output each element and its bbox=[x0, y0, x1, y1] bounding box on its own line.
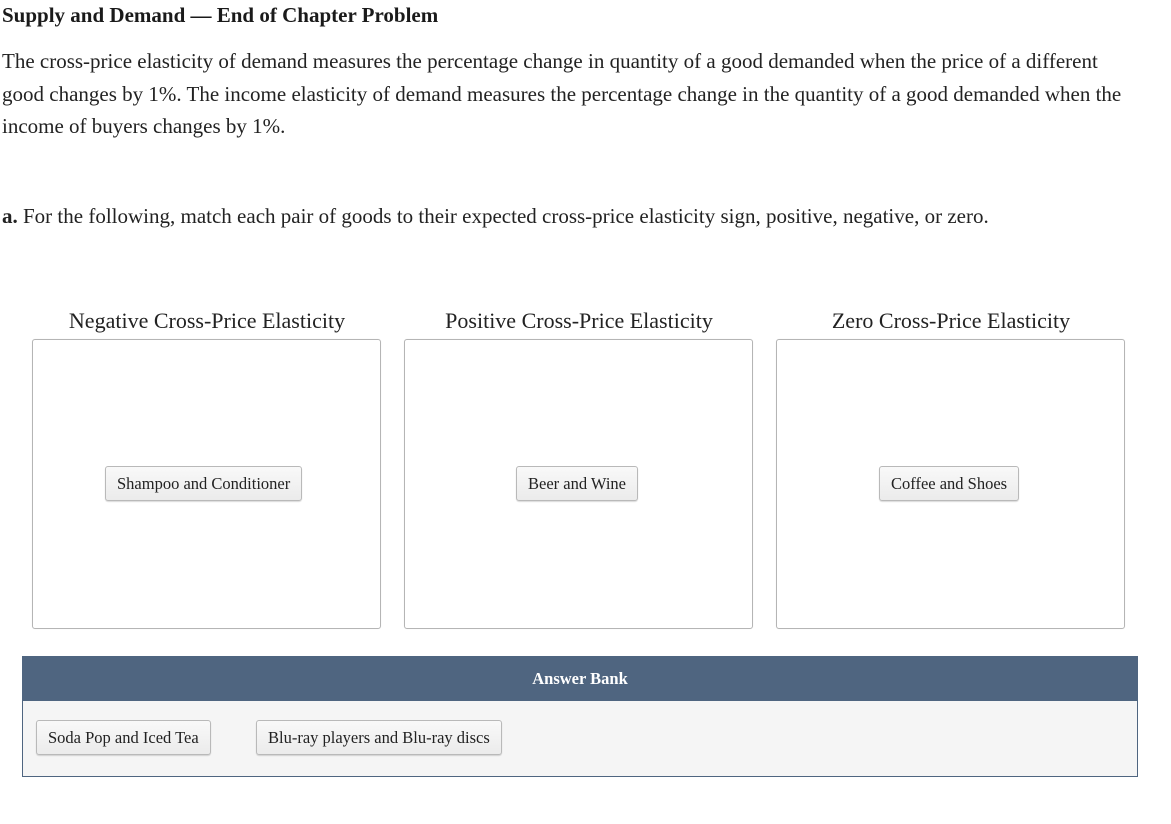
chip-coffee-and-shoes[interactable]: Coffee and Shoes bbox=[879, 466, 1019, 501]
chip-beer-and-wine[interactable]: Beer and Wine bbox=[516, 466, 638, 501]
question-prompt bbox=[2, 204, 989, 229]
chip-shampoo-and-conditioner[interactable]: Shampoo and Conditioner bbox=[105, 466, 302, 501]
chip-soda-pop-and-iced-tea[interactable]: Soda Pop and Iced Tea bbox=[36, 720, 211, 755]
intro-text: The cross-price elasticity of demand measures the percentage change in quantity of a good demanded when the price of a different good changes by 1%. The income elasticity of demand measures the percentage change in the quantity of a good demanded when the income of buyers changes by 1%. bbox=[2, 49, 1122, 138]
answer-bank-header: Answer Bank bbox=[23, 657, 1137, 701]
answer-bank[interactable] bbox=[22, 656, 1138, 777]
page-title: Supply and Demand — End of Chapter Problem bbox=[2, 3, 439, 27]
heading-zero: Zero Cross-Price Elasticity bbox=[831, 308, 1071, 333]
question-label: a. bbox=[2, 204, 18, 228]
heading-negative: Negative Cross-Price Elasticity bbox=[68, 308, 346, 333]
chip-blu-ray-players-and-discs[interactable]: Blu-ray players and Blu-ray discs bbox=[256, 720, 502, 755]
heading-positive: Positive Cross-Price Elasticity bbox=[445, 308, 713, 333]
question-text: For the following, match each pair of goods to their expected cross-price elasticity sign, positive, negative, or zero. bbox=[23, 204, 989, 228]
